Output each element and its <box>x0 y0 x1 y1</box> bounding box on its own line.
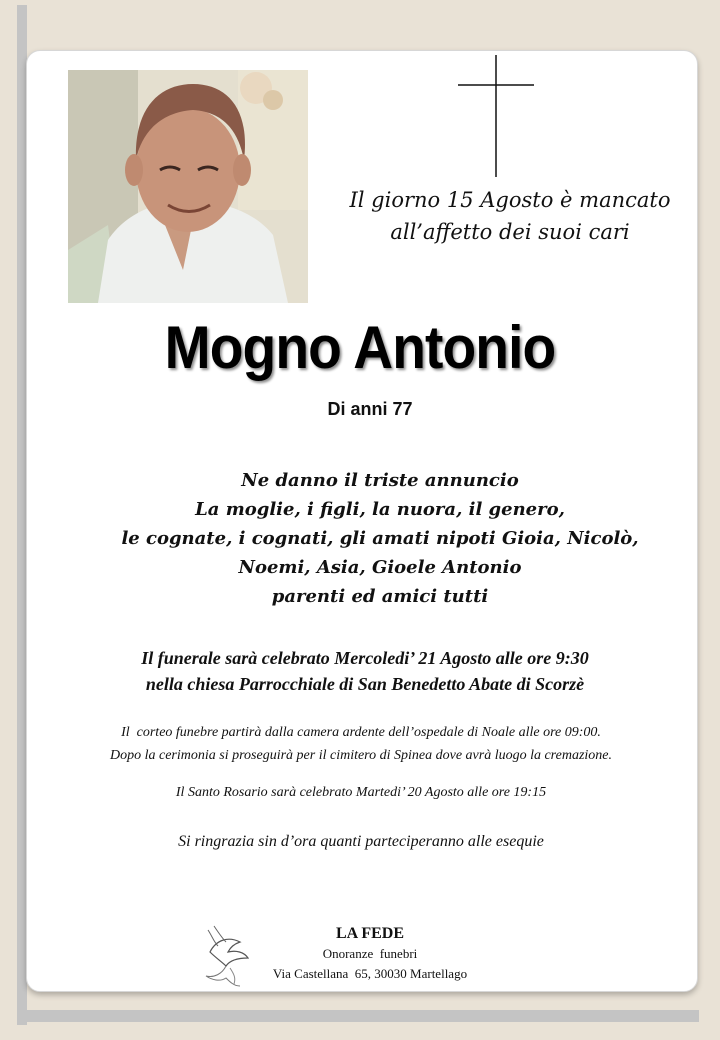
cross-icon <box>458 55 534 177</box>
funeral-line: nella chiesa Parrocchiale di San Benedetto Abate di Scorzè <box>145 674 585 694</box>
intro-line: all’affetto dei suoi cari <box>390 220 630 244</box>
agency-subtitle: Onoranze funebri <box>322 946 418 961</box>
agency-name: LA FEDE <box>335 925 404 942</box>
mourners-line: le cognate, i cognati, gli amati nipoti Gioia, Nicolò, <box>121 528 639 549</box>
page-shadow-bottom <box>17 1010 699 1022</box>
portrait-image <box>68 70 308 303</box>
deceased-age: Di anni 77 <box>327 399 413 419</box>
funeral-line: Il funerale sarà celebrato Mercoledi’ 21 Agosto alle ore 9:30 <box>141 648 589 668</box>
mourners-line: Ne danno il triste annuncio <box>241 470 519 491</box>
rosary-details: Il Santo Rosario sarà celebrato Martedi’ 20 Agosto alle ore 19:15 <box>175 785 547 800</box>
intro-line: Il giorno 15 Agosto è mancato <box>349 188 671 212</box>
agency-address: Via Castellana 65, 30030 Martellago <box>272 966 468 981</box>
thanks-note: Si ringrazia sin d’ora quanti parteciperanno alle esequie <box>178 833 544 850</box>
mourners-line: Noemi, Asia, Gioele Antonio <box>238 557 522 578</box>
funeral-agency <box>250 924 490 984</box>
deceased-name: Mogno Antonio <box>164 314 556 381</box>
death-announcement <box>330 184 690 248</box>
mourners-list <box>60 466 700 611</box>
portrait-photo <box>68 70 308 303</box>
cortege-line: Dopo la cerimonia si proseguirà per il cimitero di Spinea dove avrà luogo la cremazione. <box>110 748 612 763</box>
mourners-line: parenti ed amici tutti <box>271 586 489 607</box>
dove-logo-icon <box>200 922 252 988</box>
cortege-line: Il corteo funebre partirà dalla camera ardente dell’ospedale di Noale alle ore 09:00. <box>121 725 601 740</box>
mourners-line: La moglie, i figli, la nuora, il genero, <box>195 499 565 520</box>
cortege-details <box>36 721 686 767</box>
funeral-details <box>40 645 690 697</box>
